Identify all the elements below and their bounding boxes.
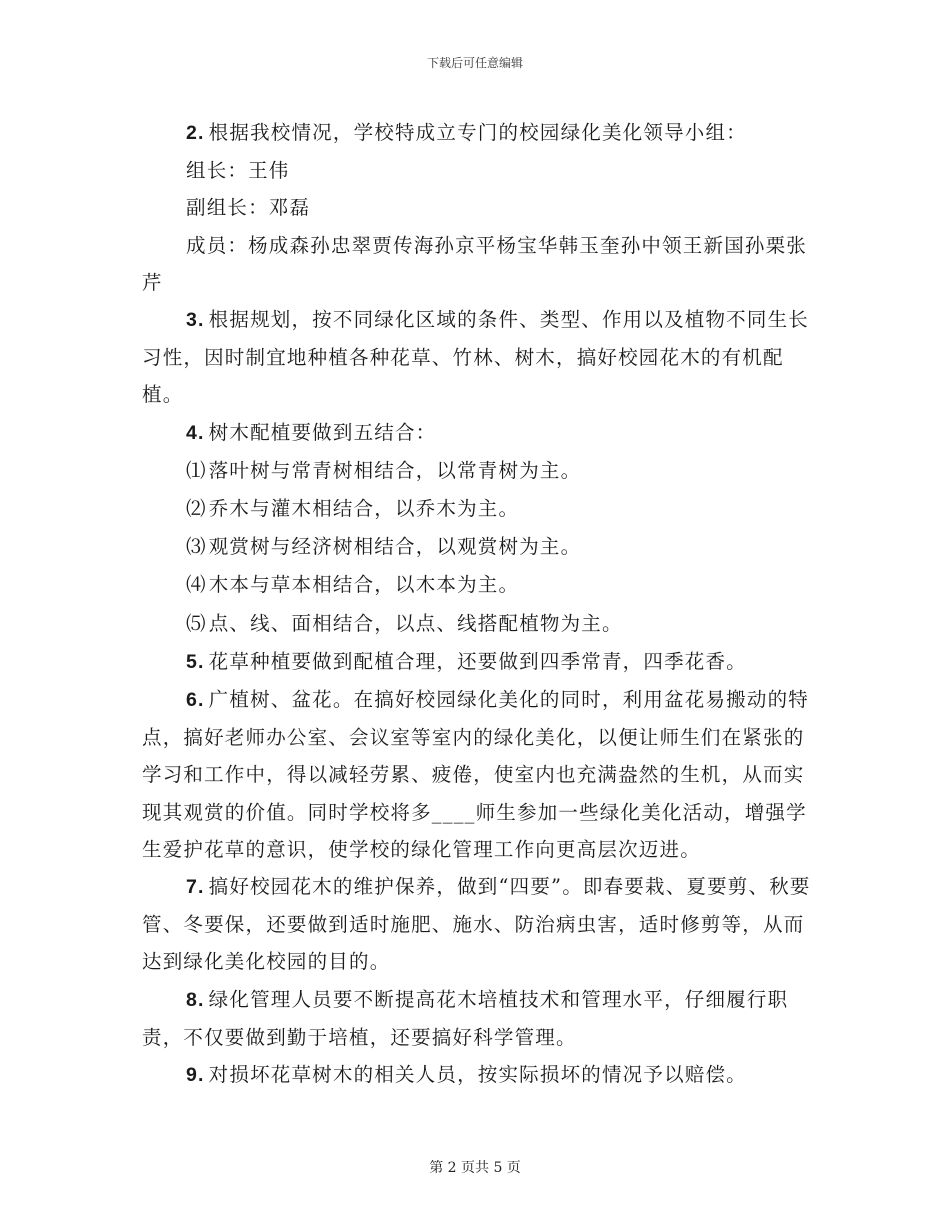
- sub-item-5: [142, 605, 812, 643]
- paragraph-7: [142, 868, 812, 981]
- item-number: 9.: [186, 1064, 205, 1087]
- paragraph-text: 绿化管理人员要不断提高花木培植技术和管理水平，仔细履行职责，不仅要做到勤于培植，还要搞好科学管理。: [142, 987, 789, 1049]
- paragraph-deputy-leader: [142, 189, 812, 226]
- paragraph-leader: [142, 152, 812, 189]
- paragraph-text: 对损坏花草树木的相关人员，按实际损坏的情况予以赔偿。: [208, 1063, 747, 1087]
- paragraph-text: 副组长：邓磊: [186, 196, 311, 220]
- document-body: [142, 114, 812, 1094]
- paragraph-8: [142, 981, 812, 1056]
- paragraph-text: 观赏树与经济树相结合，以观赏树为主。: [208, 535, 582, 559]
- paragraph-text: 搞好校园花木的维护保养，做到“四要”。即春要栽、夏要剪、秋要管、冬要保，还要做到适时施肥、施水、防治病虫害，适时修剪等，从而达到绿化美化校园的目的。: [142, 875, 811, 974]
- sub-item-2: [142, 490, 812, 528]
- sub-item-number: ⑶: [186, 537, 207, 559]
- paragraph-members: [142, 227, 812, 301]
- sub-item-1: [142, 452, 812, 490]
- paragraph-text: 根据我校情况，学校特成立专门的校园绿化美化领导小组：: [208, 121, 747, 144]
- item-number: 5.: [186, 650, 205, 673]
- item-number: 4.: [186, 421, 205, 444]
- page-footer: 第 2 页共 5 页: [429, 1160, 521, 1176]
- sub-item-number: ⑸: [186, 613, 207, 635]
- sub-item-number: ⑷: [186, 575, 207, 597]
- paragraph-text: 成员：杨成森孙忠翠贾传海孙京平杨宝华韩玉奎孙中领王新国孙栗张芹: [142, 233, 808, 294]
- paragraph-4: [142, 414, 812, 452]
- paragraph-text: 广植树、盆花。在搞好校园绿化美化的同时，利用盆花易搬动的特点，搞好老师办公室、会议室等室内的绿化美化，以便让师生们在紧张的学习和工作中，得以减轻劳累、疲倦，使室内也充满盎然的生机，从而实现其观赏的价值。同时学校将多____师生参加一些绿化美化活动，增强学生爱护花草的意识，使学校的绿化管理工作向更高层次迈进。: [142, 688, 809, 861]
- item-number: 2.: [186, 122, 205, 144]
- sub-item-number: ⑵: [186, 499, 207, 521]
- page-header: 下载后可任意编辑: [426, 56, 523, 70]
- item-number: 3.: [186, 309, 205, 332]
- paragraph-2: [142, 114, 812, 152]
- paragraph-text: 木本与草本相结合，以木本为主。: [208, 573, 520, 597]
- paragraph-9: [142, 1056, 812, 1094]
- paragraph-text: 乔木与灌木相结合，以乔木为主。: [208, 497, 520, 521]
- paragraph-text: 花草种植要做到配植合理，还要做到四季常青，四季花香。: [208, 649, 747, 673]
- paragraph-text: 落叶树与常青树相结合，以常青树为主。: [208, 458, 582, 482]
- item-number: 7.: [186, 876, 205, 899]
- paragraph-3: [142, 301, 812, 414]
- sub-item-3: [142, 528, 812, 566]
- sub-item-4: [142, 566, 812, 604]
- item-number: 6.: [186, 689, 205, 712]
- item-number: 8.: [186, 988, 205, 1011]
- paragraph-text: 根据规划，按不同绿化区域的条件、类型、作用以及植物不同生长习性，因时制宜地种植各种花草、竹林、树木，搞好校园花木的有机配植。: [142, 308, 809, 407]
- paragraph-5: [142, 643, 812, 681]
- paragraph-text: 点、线、面相结合，以点、线搭配植物为主。: [208, 611, 623, 635]
- paragraph-text: 组长：王伟: [186, 159, 290, 183]
- paragraph-6: [142, 681, 812, 868]
- sub-item-number: ⑴: [186, 460, 207, 482]
- paragraph-text: 树木配植要做到五结合：: [208, 420, 437, 444]
